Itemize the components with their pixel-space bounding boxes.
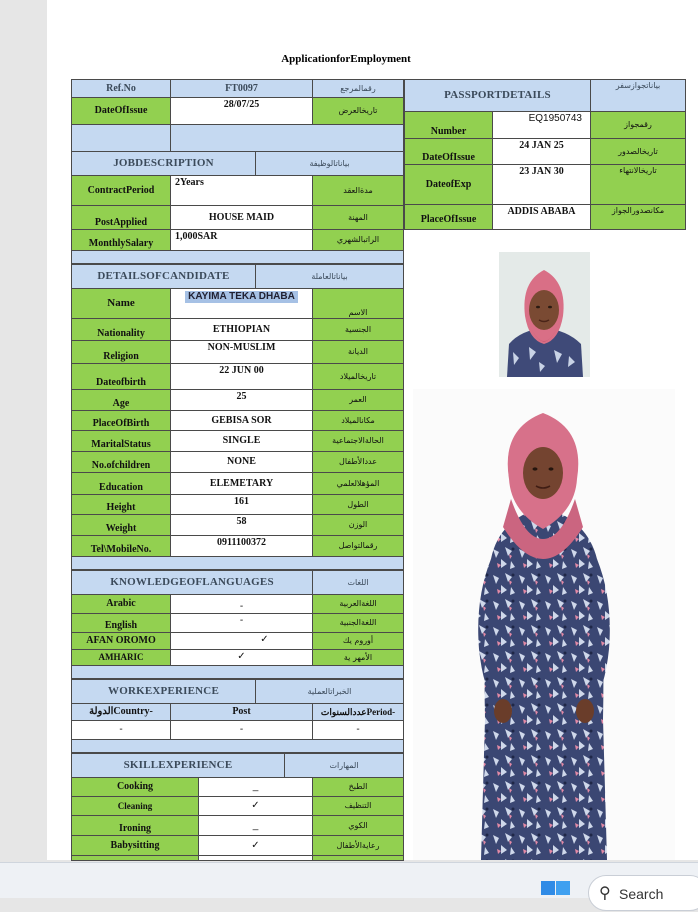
candidate-row-value: 22 JUN 00 xyxy=(170,363,313,390)
candidate-header-ar: بياناتالعاملة xyxy=(255,264,404,289)
windows-start-icon[interactable] xyxy=(541,881,571,897)
candidate-row-value: 25 xyxy=(170,389,313,411)
job-row-ar: الراتبالشهري xyxy=(312,229,404,251)
candidate-row-ar: رقمالتواصل xyxy=(312,535,404,557)
language-value: ✓ xyxy=(170,632,313,650)
spacer-row xyxy=(71,250,404,264)
candidate-header: DETAILSOFCANDIDATE xyxy=(71,264,256,289)
skills-header: SKILLEXPERIENCE xyxy=(71,753,285,778)
passport-row-value: 23 JAN 30 xyxy=(492,164,591,205)
spacer-cell xyxy=(170,124,404,152)
language-value: - xyxy=(170,613,313,633)
skills-header-ar: المهارات xyxy=(284,753,404,778)
skill-row-partial xyxy=(198,855,313,861)
language-value: - xyxy=(170,594,313,614)
passport-row-label: DateOfIssue xyxy=(404,138,493,165)
passport-row-label: PlaceOfIssue xyxy=(404,204,493,230)
job-row-label: PostApplied xyxy=(71,205,171,230)
candidate-row-value: 0911100372 xyxy=(170,535,313,557)
job-row-value: HOUSE MAID xyxy=(170,205,313,230)
skill-row-partial xyxy=(71,855,199,861)
job-row-ar: مدةالعقد xyxy=(312,175,404,206)
candidate-row-value: ELEMETARY xyxy=(170,472,313,495)
skill-label: Cleaning xyxy=(71,796,199,816)
job-row-label: ContractPeriod xyxy=(71,175,171,206)
work-header-ar: الخبراتالعملية xyxy=(255,679,404,704)
job-row-value: 2Years xyxy=(170,175,313,206)
taskbar-search-box[interactable] xyxy=(588,875,698,911)
passport-row-value: 24 JAN 25 xyxy=(492,138,591,165)
candidate-row-ar: الاسم xyxy=(312,288,404,319)
passport-row-ar: تاريخالصدور xyxy=(590,138,686,165)
passport-row-ar: رقمجواز xyxy=(590,111,686,139)
passport-row-ar: تاريخالانتهاء xyxy=(590,164,686,205)
skill-label: Cooking xyxy=(71,777,199,797)
candidate-row-ar: تاريخالميلاد xyxy=(312,363,404,390)
candidate-row-ar: الجنسية xyxy=(312,318,404,341)
candidate-row-ar: الحالةالاجتماعية xyxy=(312,430,404,452)
language-label: English xyxy=(71,613,171,633)
work-cell: - xyxy=(312,720,404,740)
candidate-row-label: Height xyxy=(71,494,171,515)
search-label: Search xyxy=(619,886,664,902)
job-row-ar: المهنة xyxy=(312,205,404,230)
candidate-row-label: Weight xyxy=(71,514,171,536)
ref-value: FT0097 xyxy=(170,79,313,98)
candidate-row-label: Age xyxy=(71,389,171,411)
work-col-post: Post xyxy=(170,703,313,721)
spacer-row xyxy=(71,665,404,679)
candidate-row-ar: الوزن xyxy=(312,514,404,536)
candidate-row-label: Nationality xyxy=(71,318,171,341)
candidate-row-label: PlaceOfBirth xyxy=(71,410,171,431)
passport-row-value: EQ1950743 xyxy=(492,111,591,139)
job-row-value: 1,000SAR xyxy=(170,229,313,251)
candidate-row-value: 58 xyxy=(170,514,313,536)
candidate-row-label: Dateofbirth xyxy=(71,363,171,390)
passport-row-value: ADDIS ABABA xyxy=(492,204,591,230)
passport-header-ar: بياناتجوازسفر xyxy=(590,79,686,112)
candidate-row-label: Education xyxy=(71,472,171,495)
candidate-row-ar: مكانالميلاد xyxy=(312,410,404,431)
candidate-row-value: 161 xyxy=(170,494,313,515)
candidate-row-value: GEBISA SOR xyxy=(170,410,313,431)
candidate-name-value: KAYIMA TEKA DHABA xyxy=(185,291,298,303)
skill-ar: الطبخ xyxy=(312,777,404,797)
candidate-row-label: Name xyxy=(71,288,171,319)
candidate-row-ar: العمر xyxy=(312,389,404,411)
candidate-portrait-photo xyxy=(499,252,590,377)
skill-value: ✓ xyxy=(198,796,313,816)
skill-ar: رعايةالأطفال xyxy=(312,835,404,856)
passport-row-ar: مكانصدورالجواز xyxy=(590,204,686,230)
language-label: Arabic xyxy=(71,594,171,614)
search-icon: ⚲ xyxy=(599,885,611,902)
language-ar: اللغةالعربية xyxy=(312,594,404,614)
issue-value: 28/07/25 xyxy=(170,97,313,125)
candidate-row-ar: عددالأطفال xyxy=(312,451,404,473)
skill-label: Babysitting xyxy=(71,835,199,856)
skill-value: ✓ xyxy=(198,835,313,856)
job-row-label: MonthlySalary xyxy=(71,229,171,251)
language-label: AFAN OROMO xyxy=(71,632,171,650)
candidate-row-value: ETHIOPIAN xyxy=(170,318,313,341)
language-ar: الأمهر ية xyxy=(312,649,404,666)
issue-label-ar: تاريخالعرض xyxy=(312,97,404,125)
candidate-full-photo xyxy=(413,389,675,860)
candidate-row-value: NONE xyxy=(170,451,313,473)
work-col-country: الدولةCountry- xyxy=(71,703,171,721)
spacer-cell xyxy=(71,124,171,152)
candidate-row-value: NON-MUSLIM xyxy=(170,340,313,364)
candidate-row-label: Religion xyxy=(71,340,171,364)
ref-label: Ref.No xyxy=(71,79,171,98)
document-title: ApplicationforEmployment xyxy=(281,53,411,65)
skill-row-partial xyxy=(312,855,404,861)
skill-ar: التنظيف xyxy=(312,796,404,816)
passport-header: PASSPORTDETAILS xyxy=(404,79,591,112)
issue-label: DateOfIssue xyxy=(71,97,171,125)
skill-ar: الكوي xyxy=(312,815,404,836)
candidate-row-label: Tel\MobileNo. xyxy=(71,535,171,557)
skill-label: Ironing xyxy=(71,815,199,836)
language-ar: اللغةالجنبية xyxy=(312,613,404,633)
work-cell: - xyxy=(71,720,171,740)
spacer-row xyxy=(71,739,404,753)
job-header: JOBDESCRIPTION xyxy=(71,151,256,176)
candidate-row-label: No.ofchildren xyxy=(71,451,171,473)
work-cell: - xyxy=(170,720,313,740)
candidate-row-value: SINGLE xyxy=(170,430,313,452)
candidate-row-label: MaritalStatus xyxy=(71,430,171,452)
language-ar: أوروم يك xyxy=(312,632,404,650)
language-label: AMHARIC xyxy=(71,649,171,666)
language-value: ✓ xyxy=(170,649,313,666)
job-header-ar: بياناتالوظيفة xyxy=(255,151,404,176)
passport-row-label: Number xyxy=(404,111,493,139)
passport-row-label: DateofExp xyxy=(404,164,493,205)
candidate-row-ar: المؤهلالعلمي xyxy=(312,472,404,495)
candidate-row-ar: الطول xyxy=(312,494,404,515)
skill-value: _ xyxy=(198,815,313,836)
languages-header: KNOWLEDGEOFLANGUAGES xyxy=(71,570,313,595)
languages-header-ar: اللغات xyxy=(312,570,404,595)
candidate-row-ar: الديانة xyxy=(312,340,404,364)
spacer-row xyxy=(71,556,404,570)
candidate-name-cell xyxy=(170,288,313,319)
work-col-period: عددالسنواتPeriod- xyxy=(312,703,404,721)
work-header: WORKEXPERIENCE xyxy=(71,679,256,704)
skill-value: _ xyxy=(198,777,313,797)
ref-label-ar: رقمالمرجع xyxy=(312,79,404,98)
